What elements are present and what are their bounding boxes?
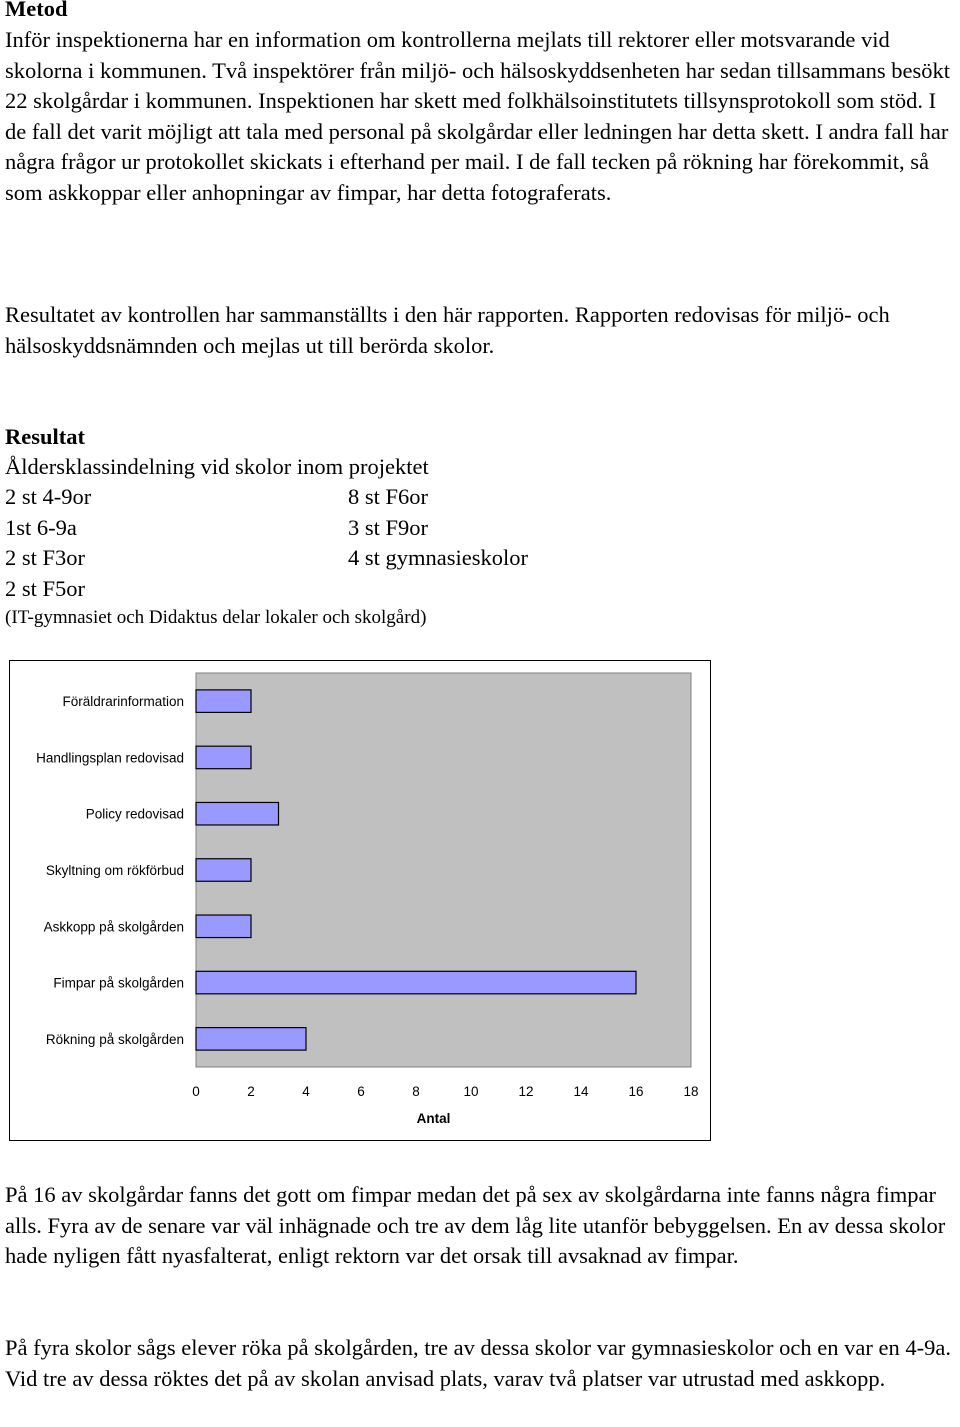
bar — [196, 971, 636, 994]
x-tick-label: 14 — [573, 1084, 589, 1099]
result-heading: Resultat — [5, 424, 85, 449]
x-tick-label: 0 — [192, 1084, 200, 1099]
x-tick-label: 12 — [518, 1084, 534, 1099]
category-label: Fimpar på skolgården — [53, 975, 184, 991]
age-item: 2 st F3or — [5, 545, 86, 570]
category-label: Föräldrarinformation — [62, 694, 184, 710]
method-heading: Metod — [5, 0, 68, 21]
age-item: 4 st gymnasieskolor — [348, 545, 528, 570]
category-label: Rökning på skolgården — [45, 1031, 184, 1047]
x-tick-label: 2 — [247, 1084, 255, 1099]
category-label: Askkopp på skolgården — [43, 919, 184, 935]
method-paragraph-2: Resultatet av kontrollen har sammanställts i den här rapporten. Rapporten redovisas för miljö- och hälsoskyddsnämnden och mejlas ut till berörda skolor. — [5, 302, 890, 358]
x-tick-label: 10 — [463, 1084, 479, 1099]
x-tick-label: 18 — [683, 1084, 699, 1099]
x-tick-label: 6 — [357, 1084, 365, 1099]
bar — [196, 1028, 306, 1051]
result-paragraph-1: På 16 av skolgårdar fanns det gott om fimpar medan det på sex av skolgårdarna inte fanns några fimpar alls. Fyra av de senare var väl inhägnade och tre av dem låg lite utanför bebyggelsen. En av dessa skolor hade nyligen fått nyasfalterat, enligt rektorn var det orsak till avsaknad av fimpar. — [5, 1182, 946, 1268]
age-title: Åldersklassindelning vid skolor inom projektet — [5, 454, 429, 479]
category-label: Handlingsplan redovisad — [36, 750, 184, 766]
bar — [196, 746, 251, 769]
bar — [196, 690, 251, 713]
result-paragraph-2: På fyra skolor sågs elever röka på skolgården, tre av dessa skolor var gymnasieskolor och en var en 4-9a. Vid tre av dessa röktes det på av skolan anvisad plats, varav två platser var utrustad med askkopp. — [5, 1335, 951, 1391]
bar — [196, 915, 251, 938]
bar — [196, 859, 251, 882]
x-axis-label: Antal — [416, 1111, 451, 1126]
age-item: 8 st F6or — [348, 484, 429, 509]
category-label: Policy redovisad — [85, 806, 184, 822]
bar-chart-svg — [10, 661, 710, 1140]
bar — [196, 802, 279, 825]
plot-area — [196, 673, 691, 1067]
method-paragraph-1: Inför inspektionerna har en information om kontrollerna mejlats till rektorer eller motsvarande vid skolorna i kommunen. Två inspektörer från miljö- och hälsoskyddsenheten har sedan tillsammans besökt 22 skolgårdar i kommunen. Inspektionen har skett med folkhälsoinstitutets tillsynsprotokoll som stöd. I de fall det varit möjligt att tala med personal på skolgårdar eller ledningen har detta skett. I andra fall har några frågor ur protokollet skickats i efterhand per mail. I de fall tecken på rökning har förekommit, så som askkoppar eller anhopningar av fimpar, har detta fotograferats. — [5, 27, 951, 205]
age-item: 3 st F9or — [348, 515, 429, 540]
category-label: Skyltning om rökförbud — [45, 863, 184, 878]
age-note: (IT-gymnasiet och Didaktus delar lokaler och skolgård) — [5, 607, 427, 628]
x-tick-label: 4 — [302, 1084, 310, 1099]
x-tick-label: 16 — [628, 1084, 644, 1099]
age-item: 2 st F5or — [5, 576, 86, 601]
x-tick-label: 8 — [412, 1084, 420, 1099]
age-item: 1st 6-9a — [5, 515, 77, 540]
bar-chart — [9, 660, 711, 1141]
age-item: 2 st 4-9or — [5, 484, 92, 509]
